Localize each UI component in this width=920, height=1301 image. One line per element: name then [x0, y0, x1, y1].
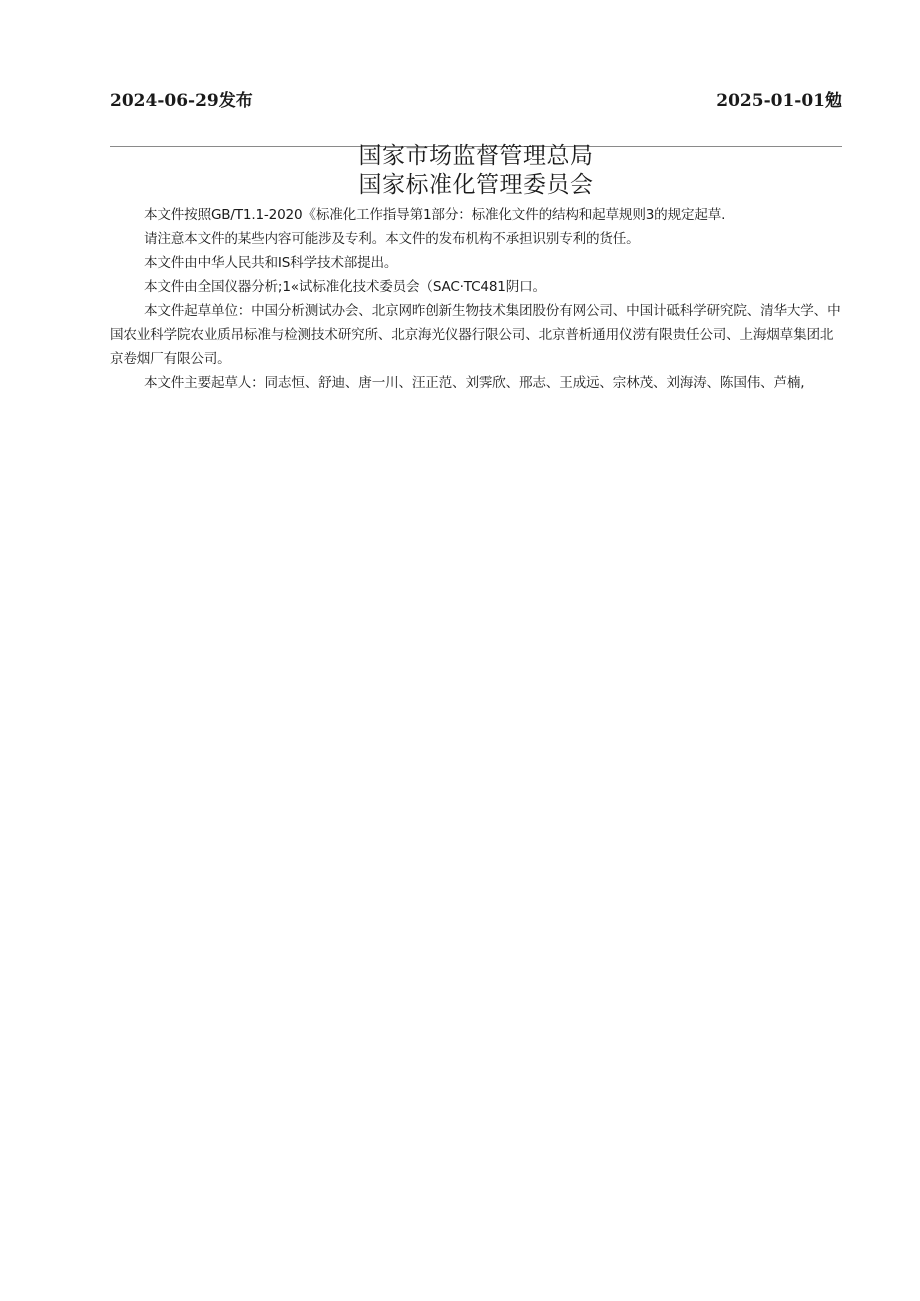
- issuer-samr: 国家市场监督管理总局: [358, 143, 594, 169]
- paragraph-committee: 本文件由全国仪器分析;1«试标准化技术委员会（SAC·TC481阴口。: [144, 279, 546, 295]
- foreword-body: [110, 203, 842, 395]
- issuer-sac: 国家标准化管理委员会: [358, 172, 594, 198]
- publish-date: 2024-06-29发布: [110, 91, 253, 111]
- paragraph-patent-notice: 请注意本文件的某些内容可能涉及专利。本文件的发布机构不承担识别专利的货任。: [144, 231, 640, 247]
- issuing-authorities: [110, 142, 842, 200]
- paragraph-proposer: 本文件由中华人民共和IS科学技术部提出。: [144, 255, 398, 271]
- paragraph-drafters: 本文件主要起草人：同志恒、舒迪、唐一川、汪正范、刘霁欣、邢志、王成远、宗林茂、刘海涛、陈国伟、芦楠,: [144, 375, 805, 391]
- implement-date: 2025-01-01勉: [716, 91, 842, 111]
- paragraph-drafting-rules: 本文件按照GB/T1.1-2020《标准化工作指导第1部分：标准化文件的结构和起草规则3的规定起草.: [144, 207, 726, 223]
- date-row: [110, 86, 842, 114]
- paragraph-drafting-units: 本文件起草单位：中国分析测试办会、北京网昨创新生物技术集团股份有网公司、中国计砥科学研究院、清华大学、中国农业科学院农业质吊标准与检测技术研究所、北京海光仪器行限公司、北京普析通用仪涝有限贵任公司、上海烟草集团北京卷烟厂有限公司。: [110, 303, 841, 367]
